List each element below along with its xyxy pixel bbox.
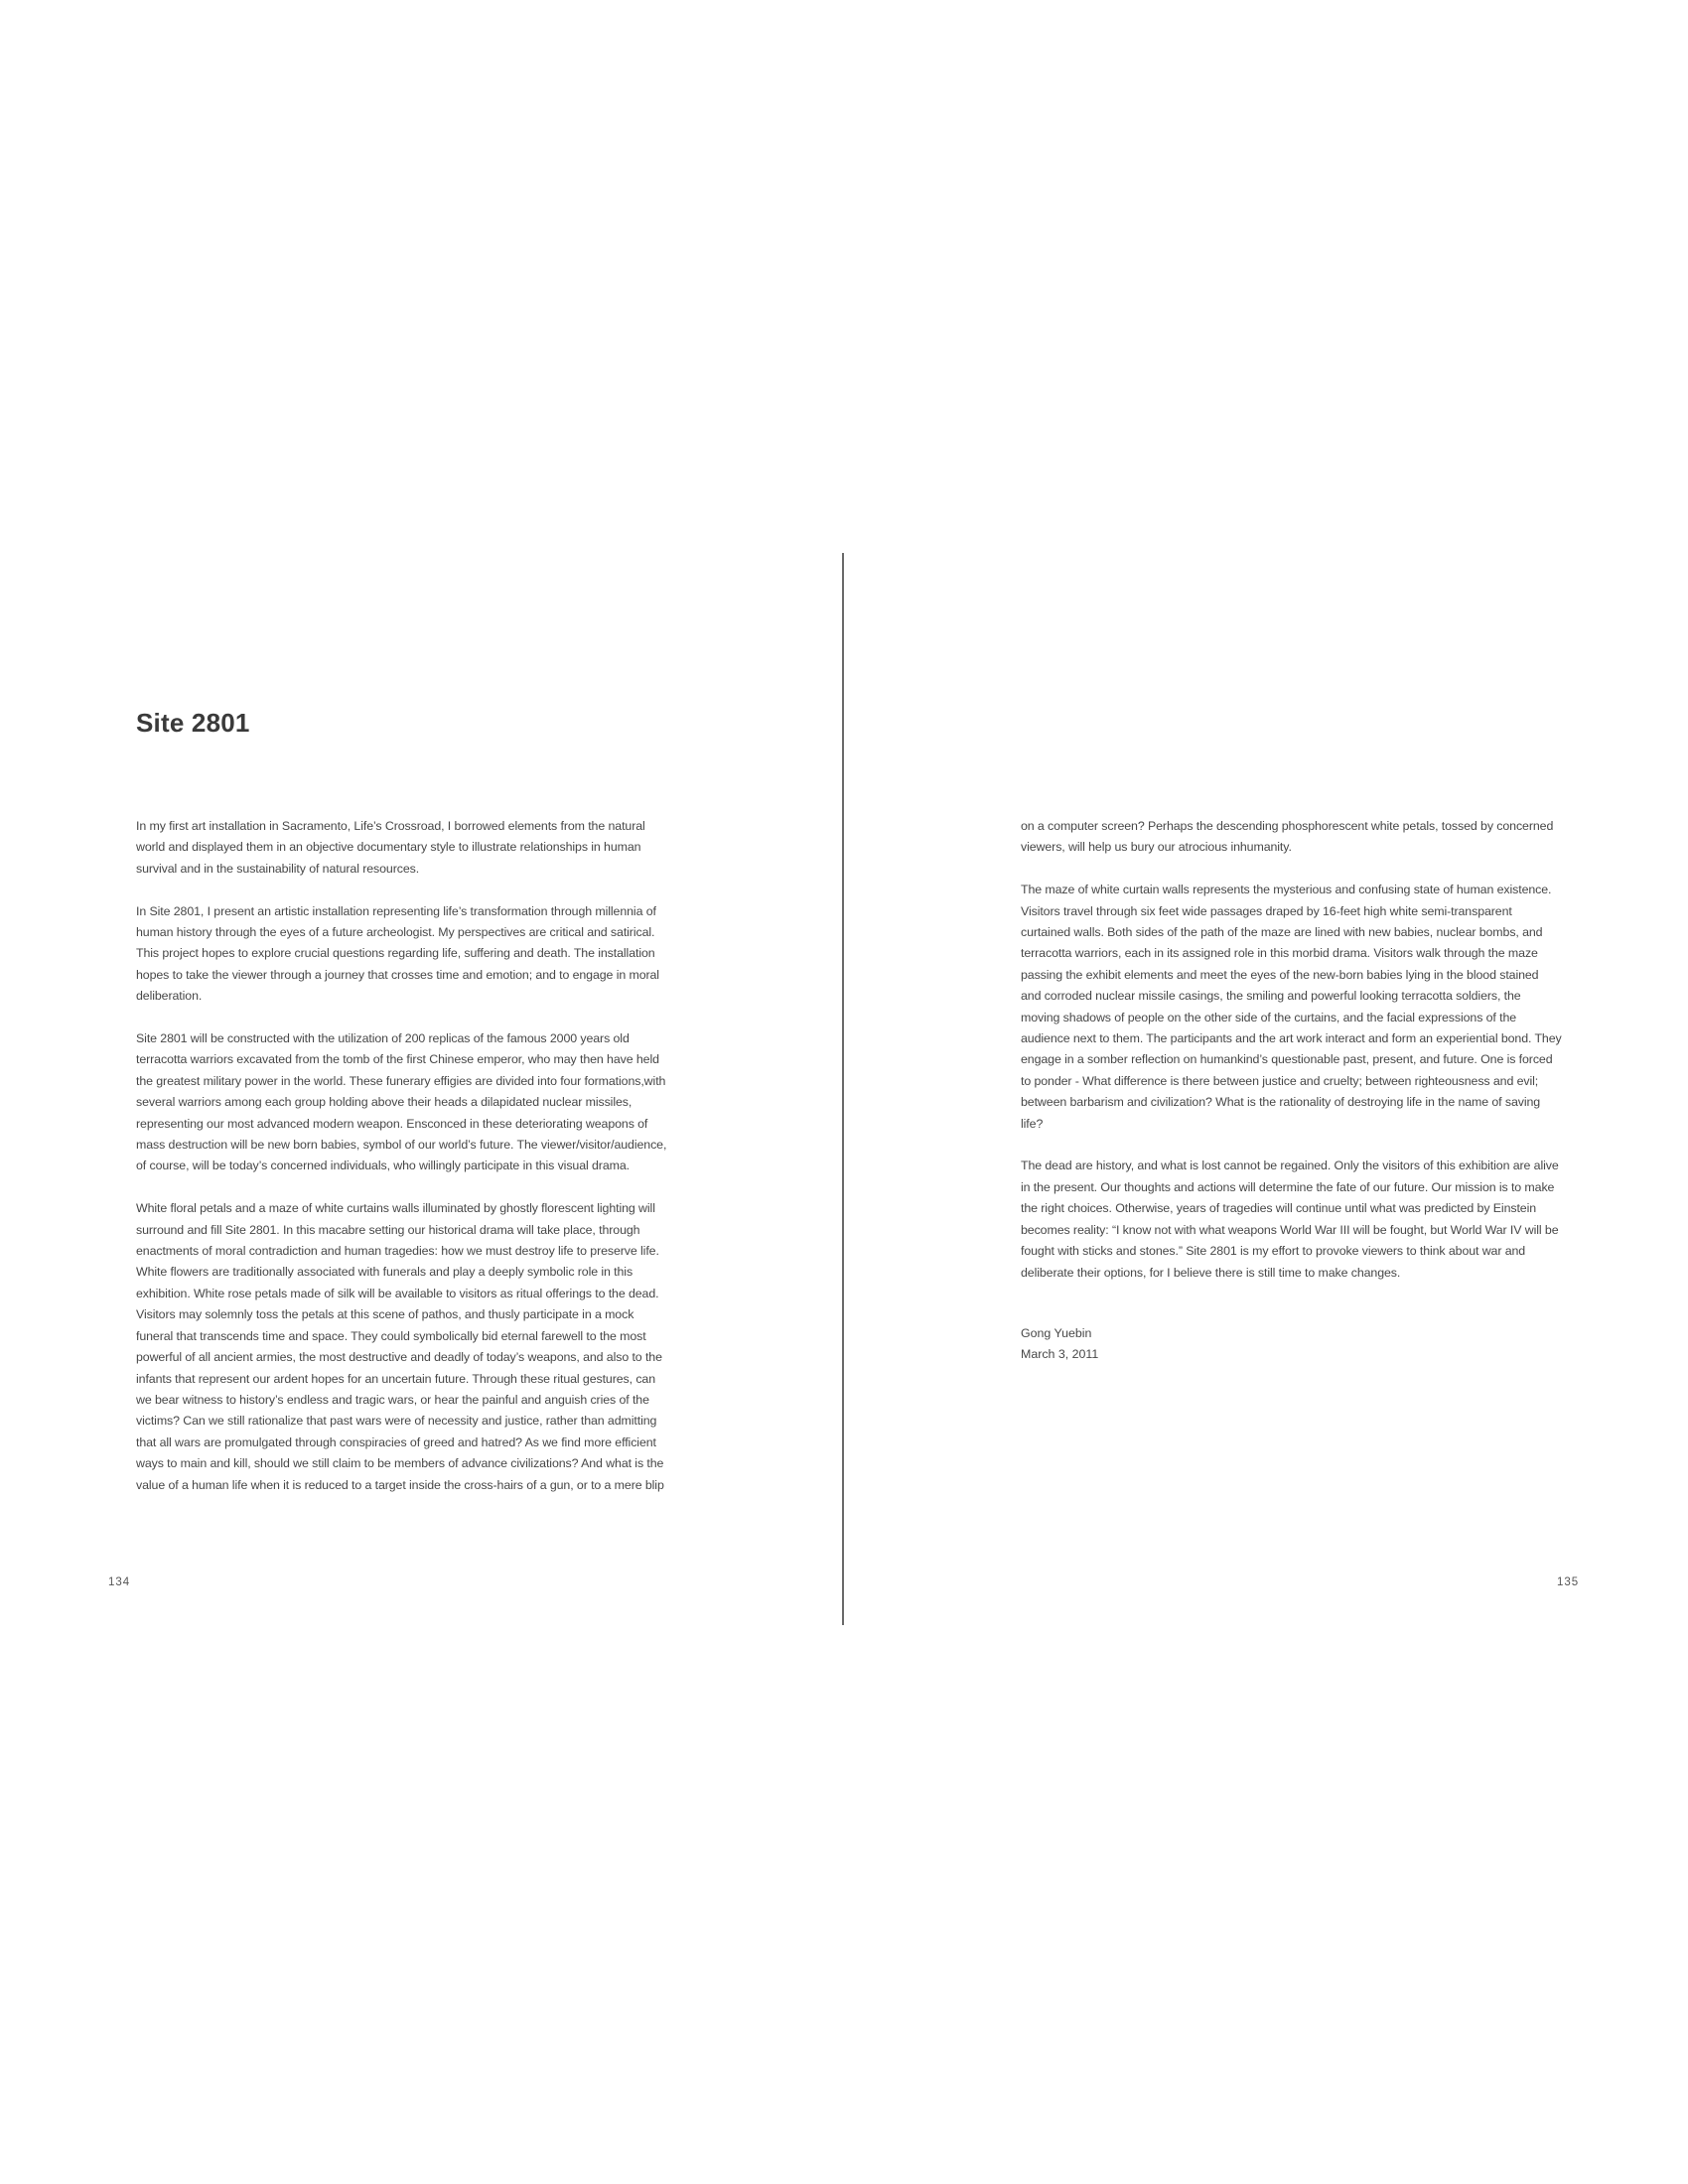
left-text-column xyxy=(136,816,672,1517)
body-paragraph: on a computer screen? Perhaps the descending phosphorescent white petals, tossed by concerned viewers, will help us bury our atrocious inhumanity. xyxy=(1021,819,1554,855)
signature-date: March 3, 2011 xyxy=(1021,1347,1099,1362)
author-name: Gong Yuebin xyxy=(1021,1326,1092,1340)
right-page xyxy=(844,0,1688,2184)
signature-block xyxy=(1021,1323,1098,1366)
right-text-column xyxy=(1021,816,1562,1304)
page-title: Site 2801 xyxy=(136,708,250,738)
body-paragraph: The dead are history, and what is lost cannot be regained. Only the visitors of this exhibition are alive in the present. Our thoughts and actions will determine the fate of our future. Our mission is to make the right choices. Otherwise, years of tragedies will continue until what was predicted by Einstein becomes reality: “I know not with what weapons World War III will be fought, but World War IV will be fought with sticks and stones.” Site 2801 is my effort to provoke viewers to think about war and deliberate their options, for I believe there is still time to make changes. xyxy=(1021,1159,1559,1280)
body-paragraph: The maze of white curtain walls represents the mysterious and confusing state of human existence. Visitors travel through six feet wide passages draped by 16-feet high white semi-transparent curtained walls. Both sides of the path of the maze are lined with new babies, nuclear bombs, and terracotta warriors, each in its assigned role in this morbid drama. Visitors walk through the maze passing the exhibit elements and meet the eyes of the new-born babies lying in the blood stained and corroded nuclear missile casings, the smiling and powerful looking terracotta soldiers, the moving shadows of people on the other side of the curtains, and the facial expressions of the audience next to them. The participants and the art work interact and form an experiential bond. They engage in a somber reflection on humankind’s questionable past, present, and future. One is forced to ponder - What difference is there between justice and cruelty; between righteousness and evil; between barbarism and civilization? What is the rationality of destroying life in the name of saving life? xyxy=(1021,883,1562,1131)
body-paragraph: White floral petals and a maze of white curtains walls illuminated by ghostly florescent lighting will surround and fill Site 2801. In this macabre setting our historical drama will take place, through enactments of moral contradiction and human tragedies: how we must destroy life to preserve life. White flowers are traditionally associated with funerals and play a deeply symbolic role in this exhibition. White rose petals made of silk will be available to visitors as ritual offerings to the dead. Visitors may solemnly toss the petals at this scene of pathos, and thusly participate in a mock funeral that transcends time and space. They could symbolically bid eternal farewell to the most powerful of all ancient armies, the most destructive and deadly of today’s weapons, and also to the infants that represent our ardent hopes for an uncertain future. Through these ritual gestures, can we bear witness to history’s endless and tragic wars, or hear the painful and anguish cries of the victims? Can we still rationalize that past wars were of necessity and justice, rather than admitting that all wars are promulgated through conspiracies of greed and hatred? As we find more efficient ways to main and kill, should we still claim to be members of advance civilizations? And what is the value of a human life when it is reduced to a target inside the cross-hairs of a gun, or to a mere blip xyxy=(136,1201,664,1492)
page-number-left: 134 xyxy=(108,1576,131,1588)
body-paragraph: Site 2801 will be constructed with the utilization of 200 replicas of the famous 2000 years old terracotta warriors excavated from the tomb of the first Chinese emperor, who may then have held the greatest military power in the world. These funerary effigies are divided into four formations,with several warriors among each group holding above their heads a dilapidated nuclear missiles, representing our most advanced modern weapon. Ensconced in these deteriorating weapons of mass destruction will be new born babies, symbol of our world’s future. The viewer/visitor/audience, of course, will be today’s concerned individuals, who willingly participate in this visual drama. xyxy=(136,1031,667,1173)
body-paragraph: In Site 2801, I present an artistic installation representing life’s transformation through millennia of human history through the eyes of a future archeologist. My perspectives are critical and satirical. This project hopes to explore crucial questions regarding life, suffering and death. The installation hopes to take the viewer through a journey that crosses time and emotion; and to engage in moral deliberation. xyxy=(136,903,659,1004)
body-paragraph: In my first art installation in Sacramento, Life’s Crossroad, I borrowed elements from the natural world and displayed them in an objective documentary style to illustrate relationships in human survival and in the sustainability of natural resources. xyxy=(136,819,645,876)
page-number-right: 135 xyxy=(1557,1576,1580,1588)
